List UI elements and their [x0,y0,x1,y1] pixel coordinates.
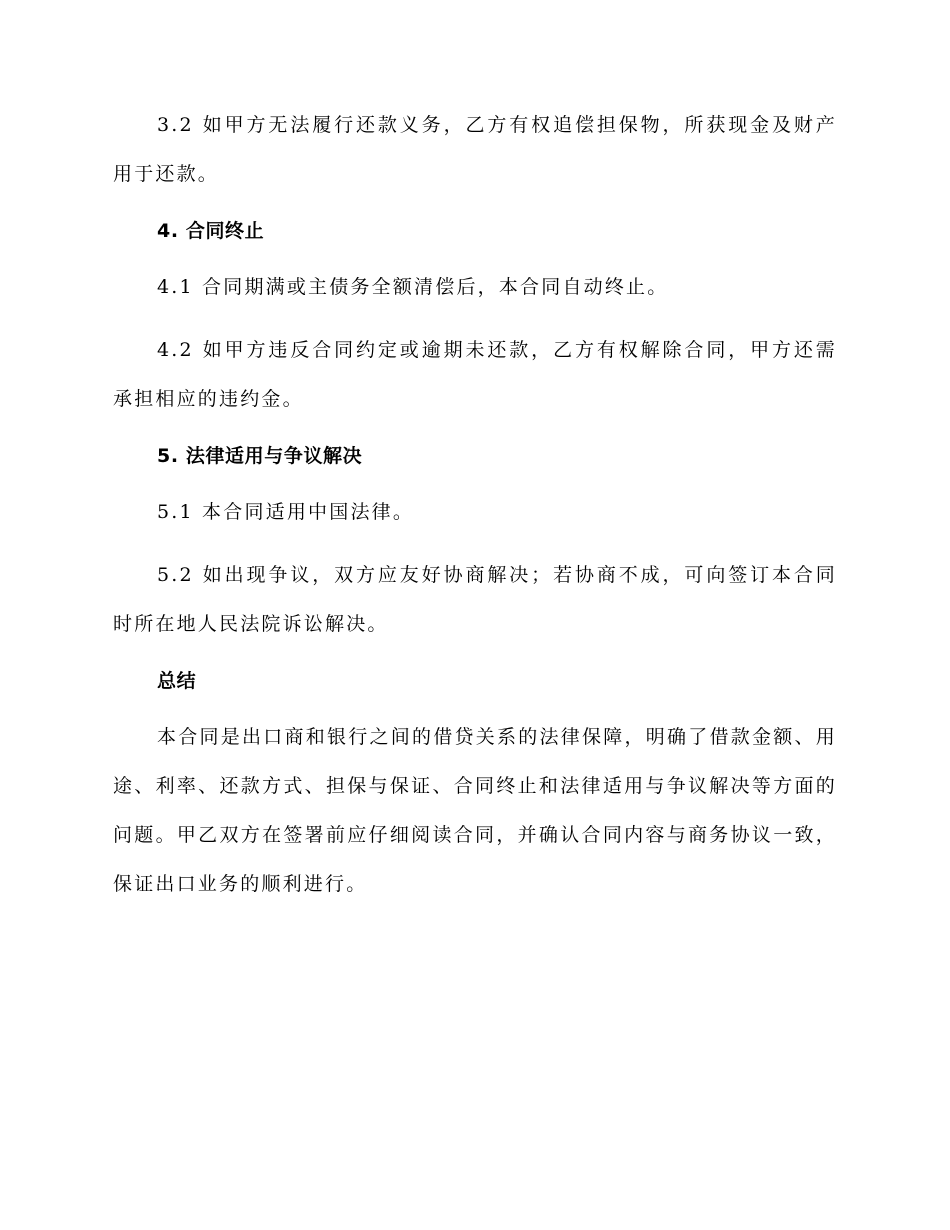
summary-heading: 总结 [157,670,197,692]
clause-4-1: 4.1 合同期满或主债务全额清偿后，本合同自动终止。 [157,276,669,298]
clause-5-2: 5.2 如出现争议，双方应友好协商解决；若协商不成，可向签订本合同时所在地人民法院诉讼解决。 [113,564,837,635]
document-body [113,107,837,923]
clause-5-1: 5.1 本合同适用中国法律。 [157,501,415,523]
section-heading-5: 5. 法律适用与争议解决 [157,445,363,467]
clause-3-2: 3.2 如甲方无法履行还款义务，乙方有权追偿担保物，所获现金及财产用于还款。 [113,114,837,185]
summary-paragraph: 本合同是出口商和银行之间的借贷关系的法律保障，明确了借款金额、用途、利率、还款方式、担保与保证、合同终止和法律适用与争议解决等方面的问题。甲乙双方在签署前应仔细阅读合同，并确认合同内容与商务协议一致，保证出口业务的顺利进行。 [113,726,837,895]
clause-4-2: 4.2 如甲方违反合同约定或逾期未还款，乙方有权解除合同，甲方还需承担相应的违约金。 [113,339,837,410]
section-heading-4: 4. 合同终止 [157,220,265,242]
